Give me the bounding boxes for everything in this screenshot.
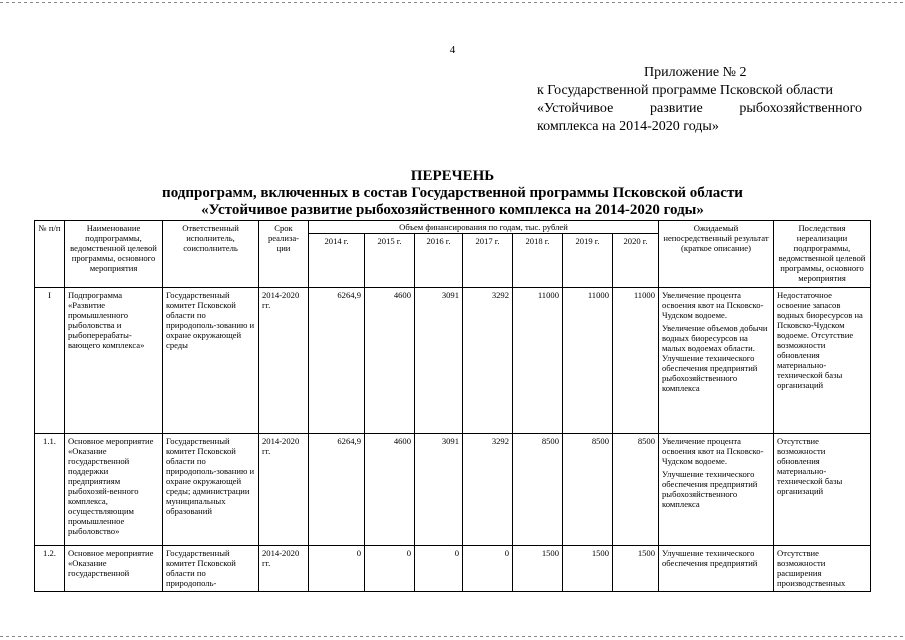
header-num: № п/п: [35, 221, 65, 288]
row-value: 11000: [563, 288, 613, 434]
row-value: 4600: [365, 434, 415, 546]
row-value: 0: [309, 546, 365, 592]
row-result: [659, 434, 774, 546]
row-value: 6264,9: [309, 434, 365, 546]
header-consequences: Последствия нереализации подпрограммы, ведомственной целевой программы, основного мероприятия: [774, 221, 871, 288]
document-subtitle: подпрограмм, включенных в состав Государственной программы Псковской области: [162, 185, 743, 201]
row-value: 6264,9: [309, 288, 365, 434]
row-value: 11000: [613, 288, 659, 434]
table-row: [35, 434, 871, 546]
row-executor: Государственный комитет Псковской области по природополь-зованию и охране окружающей среды; администрации муниципальных образований: [163, 434, 259, 546]
row-executor: Государственный комитет Псковской области по природополь-: [163, 546, 259, 592]
row-num: 1.2.: [35, 546, 65, 592]
row-value: 1500: [513, 546, 563, 592]
row-value: 0: [415, 546, 463, 592]
header-term: Срок реализа-ции: [259, 221, 309, 288]
annex-line-1: Приложение № 2: [644, 65, 747, 80]
row-term: 2014-2020 гг.: [259, 434, 309, 546]
row-result-part: Увеличение объемов добычи водных биоресурсов на малых водоемах области. Улучшение технического обеспечения предприятий рыбохозяйственного комплекса: [662, 323, 768, 393]
row-name: Основное мероприятие «Оказание государственной: [65, 546, 163, 592]
row-result: [659, 288, 774, 434]
row-value: 8500: [563, 434, 613, 546]
annex-line-4: комплекса на 2014-2020 годы»: [537, 119, 719, 134]
row-consequences: Отсутствие возможности обновления материально-технической базы организаций: [774, 434, 871, 546]
row-consequences: Недостаточное освоение запасов водных биоресурсов на Псковско-Чудском водоеме. Отсутствие возможности обновления материально-технической базы организаций: [774, 288, 871, 434]
header-year: 2014 г.: [309, 234, 365, 288]
row-value: 8500: [613, 434, 659, 546]
document-title: ПЕРЕЧЕНЬ: [410, 168, 495, 184]
annex-header: [537, 64, 862, 136]
header-result: Ожидаемый непосредственный результат (краткое описание): [659, 221, 774, 288]
header-year: 2019 г.: [563, 234, 613, 288]
row-value: 8500: [513, 434, 563, 546]
row-term: 2014-2020 гг.: [259, 546, 309, 592]
annex-line-3: «Устойчивое развитие рыбохозяйственного: [537, 101, 862, 116]
row-num: I: [35, 288, 65, 434]
page-number: 4: [449, 44, 456, 56]
header-name: Наименование подпрограммы, ведомственной целевой программы, основного мероприятия: [65, 221, 163, 288]
row-value: 3091: [415, 288, 463, 434]
header-funding: Объем финансирования по годам, тыс. рублей: [309, 221, 659, 234]
row-value: 3091: [415, 434, 463, 546]
row-value: 11000: [513, 288, 563, 434]
row-result: Улучшение технического обеспечения предприятий: [659, 546, 774, 592]
row-name: Основное мероприятие «Оказание государственной поддержки предприятиям рыбохозяй-венного комплекса, осуществляющим промышленное рыболовство»: [65, 434, 163, 546]
table-row: [35, 546, 871, 592]
row-result-part: Увеличение процента освоения квот на Псковско-Чудском водоеме.: [662, 290, 764, 320]
scan-edge-bottom: [0, 636, 905, 637]
row-term: 2014-2020 гг.: [259, 288, 309, 434]
row-num: 1.1.: [35, 434, 65, 546]
row-value: 3292: [463, 288, 513, 434]
annex-line-2: к Государственной программе Псковской области: [537, 83, 833, 98]
row-value: 0: [365, 546, 415, 592]
row-consequences: Отсутствие возможности расширения производственных: [774, 546, 871, 592]
program-title: «Устойчивое развитие рыбохозяйственного комплекса на 2014-2020 годы»: [201, 202, 704, 218]
row-executor: Государственный комитет Псковской области по природополь-зованию и охране окружающей среды: [163, 288, 259, 434]
row-result-part: Увеличение процента освоения квот на Псковско-Чудском водоеме.: [662, 436, 764, 466]
row-value: 1500: [563, 546, 613, 592]
row-value: 1500: [613, 546, 659, 592]
header-year: 2016 г.: [415, 234, 463, 288]
header-executor: Ответственный исполнитель, соисполнитель: [163, 221, 259, 288]
row-value: 0: [463, 546, 513, 592]
row-value: 4600: [365, 288, 415, 434]
header-year: 2020 г.: [613, 234, 659, 288]
row-name: Подпрограмма «Развитие промышленного рыболовства и рыбоперерабаты-вающего комплекса»: [65, 288, 163, 434]
row-result-part: Улучшение технического обеспечения предприятий рыбохозяйственного комплекса: [662, 469, 758, 509]
row-value: 3292: [463, 434, 513, 546]
header-year: 2015 г.: [365, 234, 415, 288]
table-row: [35, 288, 871, 434]
header-row: [35, 221, 871, 234]
header-year: 2017 г.: [463, 234, 513, 288]
subprograms-table: [34, 220, 871, 592]
scan-edge-top: [0, 2, 905, 3]
header-year: 2018 г.: [513, 234, 563, 288]
